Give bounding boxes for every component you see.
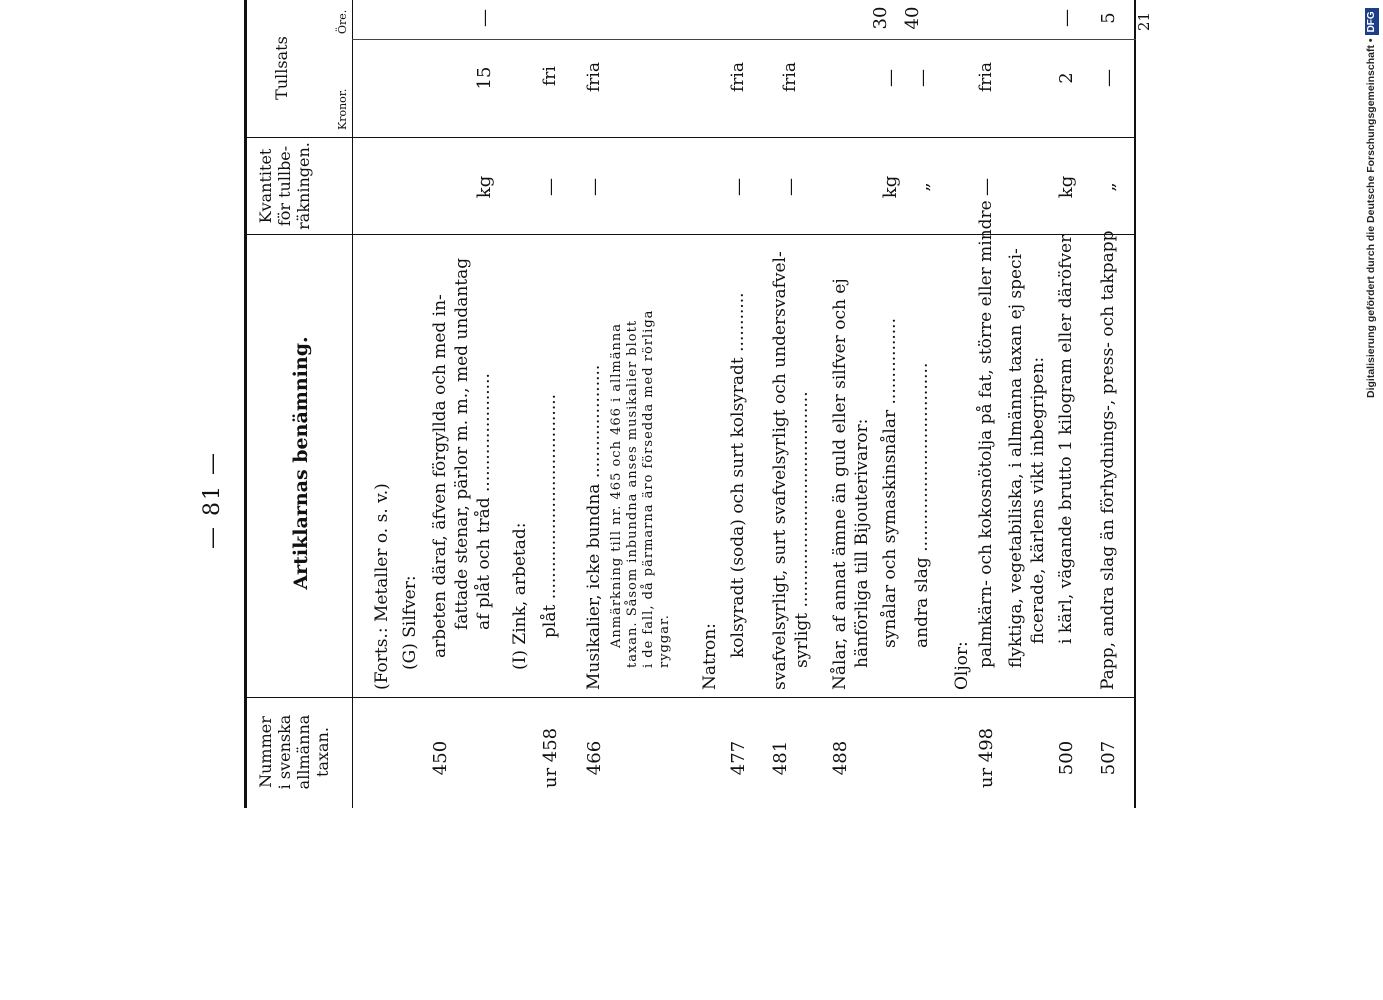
article-line: arbeten däraf, äfven förgyllda och med in-	[430, 294, 450, 658]
header-artiklar: Artiklarnas benämning.	[290, 336, 312, 590]
header-kvantitet-line: Kvantitet	[256, 148, 275, 224]
ore-value: 30	[870, 6, 891, 30]
header-rule	[352, 0, 353, 808]
tariff-table	[244, 0, 1136, 808]
article-line: svafvelsyrligt, surt svafvelsyrligt och undersvafvel-	[770, 251, 790, 690]
header-tullsats: Tullsats	[272, 36, 291, 100]
unit-value: kg	[880, 175, 901, 199]
free-value: fria	[976, 62, 996, 92]
unit-value: „	[912, 182, 933, 192]
col-divider-kronor-ore	[352, 39, 1136, 40]
header-nummer-line: taxan.	[313, 727, 332, 777]
unit-value: „	[1098, 182, 1119, 192]
note-line: ryggar.	[657, 614, 672, 668]
article-line: af plåt och tråd ......................	[474, 373, 494, 630]
kronor-value: 15	[474, 66, 495, 90]
header-kvantitet-line: räkningen.	[294, 142, 313, 230]
header-nummer-line: i svenska	[275, 714, 294, 790]
free-value: fria	[728, 62, 748, 92]
ore-value: —	[1056, 9, 1077, 27]
article-line: syrligt ........................................	[792, 391, 812, 668]
section-heading: Natron:	[700, 623, 720, 690]
article-line: fattade stenar, pärlor m. m., med undantag	[452, 257, 472, 630]
ore-value: 40	[902, 6, 923, 30]
article-line: flyktiga, vegetabiliska, i allmänna taxan ej speci-	[1006, 248, 1026, 668]
dfg-logo: DFG	[1365, 8, 1379, 35]
tariff-number: 481	[770, 740, 791, 776]
article-line: synålar och symaskinsnålar ................	[880, 318, 900, 648]
note-line: taxan. Såsom inbundna anses musikalier blott	[625, 319, 640, 668]
free-value: fri	[540, 66, 560, 86]
article-line: Musikalier, icke bundna .....................	[584, 364, 604, 690]
kronor-value: 2	[1056, 72, 1077, 84]
unit-value: —	[728, 178, 749, 196]
header-nummer-line: allmänna	[294, 714, 313, 790]
unit-value: —	[976, 178, 997, 196]
article-line: Papp, andra slag än förhydnings-, press- och takpapp	[1098, 230, 1118, 690]
tariff-number: 450	[430, 740, 451, 776]
article-line: andra slag ...................................	[912, 362, 932, 648]
tariff-number: ur 498	[976, 727, 997, 789]
tariff-number: 466	[584, 740, 605, 776]
header-nummer-line: Nummer	[256, 716, 275, 788]
col-divider-3	[244, 137, 1136, 138]
article-line: palmkärn- och kokosnötolja på fat, större eller mindre	[976, 200, 996, 668]
section-heading: Oljor:	[952, 641, 972, 690]
kronor-value: —	[880, 69, 901, 87]
unit-value: —	[780, 178, 801, 196]
tariff-number: 507	[1098, 740, 1119, 776]
ore-value: 5	[1098, 12, 1119, 24]
table-top-rule	[244, 0, 247, 808]
article-line: plåt ......................................	[540, 393, 560, 638]
article-line: ficerade, kärlens vikt inbegripen:	[1028, 356, 1048, 644]
unit-value: kg	[1056, 175, 1077, 199]
subsection-heading: (I) Zink, arbetad:	[510, 522, 530, 670]
subsection-heading: (G) Silfver:	[400, 575, 420, 670]
header-kvantitet-line: för tullbe-	[275, 145, 294, 227]
table-bottom-rule	[1134, 0, 1136, 808]
kronor-value: —	[1098, 69, 1119, 87]
article-line: i kärl, vägande brutto 1 kilogram eller däröfver	[1056, 234, 1076, 644]
header-nummer	[256, 702, 332, 802]
note-line: i de fall, då pärmarna äro försedda med rörliga	[641, 309, 656, 668]
tariff-number: ur 458	[540, 727, 561, 789]
tariff-number: 488	[830, 740, 851, 776]
unit-value: —	[540, 178, 561, 196]
dfg-credit	[1362, 8, 1380, 398]
article-line: kolsyradt (soda) och surt kolsyradt ...........	[728, 292, 748, 658]
header-ore: Öre.	[336, 9, 349, 34]
tariff-number: 500	[1056, 740, 1077, 776]
unit-value: —	[584, 178, 605, 196]
note-line: Anmärkning till nr. 465 och 466 i allmänna	[609, 323, 624, 648]
free-value: fria	[584, 62, 604, 92]
unit-value: kg	[474, 175, 495, 199]
section-heading: (Forts.: Metaller o. s. v.)	[372, 483, 392, 690]
dfg-credit-strip	[1362, 8, 1380, 398]
article-line: Nålar, af annat ämne än guld eller silfver och ej	[830, 278, 850, 690]
signature-mark: 21	[1135, 12, 1153, 32]
page-number: — 81 —	[200, 451, 225, 549]
header-kvantitet	[256, 140, 313, 232]
col-divider-2	[244, 234, 1136, 235]
ore-value: —	[474, 9, 495, 27]
article-line: hänförliga till Bijouterivaror:	[852, 418, 872, 668]
header-kronor: Kronor.	[336, 88, 349, 130]
kronor-value: —	[912, 69, 933, 87]
free-value: fria	[780, 62, 800, 92]
dfg-credit-text: Digitalisierung gefördert durch die Deutsche Forschungsgemeinschaft •	[1365, 38, 1377, 398]
tariff-number: 477	[728, 740, 749, 776]
col-divider-1	[244, 697, 1136, 698]
